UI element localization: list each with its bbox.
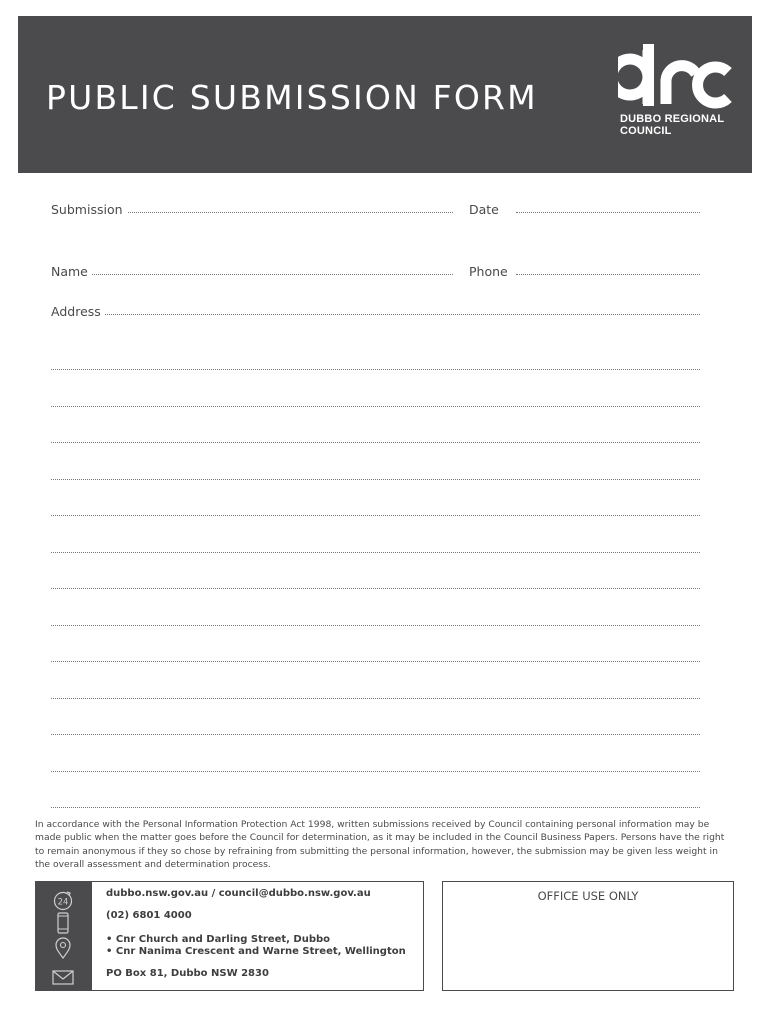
logo-line-1: DUBBO REGIONAL — [620, 113, 725, 125]
submission-blank-line[interactable] — [51, 442, 700, 443]
office-use-box — [442, 881, 734, 991]
contact-po-box: PO Box 81, Dubbo NSW 2830 — [106, 968, 269, 979]
submission-blank-line[interactable] — [51, 552, 700, 553]
date-label: Date — [469, 202, 499, 217]
contact-address-dubbo: • Cnr Church and Darling Street, Dubbo — [106, 934, 331, 945]
contact-address-wellington: • Cnr Nanima Crescent and Warne Street, Wellington — [106, 946, 406, 957]
24-hour-badge-text: 24 — [57, 897, 69, 908]
submission-blank-line[interactable] — [51, 515, 700, 516]
logo-wordmark — [620, 113, 724, 137]
submission-blank-line[interactable] — [51, 698, 700, 699]
submission-blank-line[interactable] — [51, 625, 700, 626]
name-label: Name — [51, 264, 88, 279]
date-field[interactable] — [516, 212, 700, 213]
envelope-icon — [50, 966, 76, 988]
header-banner — [18, 16, 752, 173]
contact-icon-column — [36, 882, 92, 990]
submission-label: Submission — [51, 202, 123, 217]
office-use-label: OFFICE USE ONLY — [537, 889, 639, 903]
logo-line-2: COUNCIL — [620, 125, 672, 137]
name-field[interactable] — [92, 274, 453, 275]
page-title: PUBLIC SUBMISSION FORM — [46, 78, 538, 117]
address-label: Address — [51, 304, 101, 319]
submission-blank-line[interactable] — [51, 479, 700, 480]
submission-blank-line[interactable] — [51, 807, 700, 808]
contact-web-email[interactable]: dubbo.nsw.gov.au / council@dubbo.nsw.gov.au — [106, 888, 371, 899]
location-pin-icon — [50, 937, 76, 959]
submission-field[interactable] — [128, 212, 453, 213]
submission-blank-line[interactable] — [51, 588, 700, 589]
submission-blank-line[interactable] — [51, 771, 700, 772]
submission-blank-line[interactable] — [51, 734, 700, 735]
phone-field[interactable] — [516, 274, 700, 275]
submission-blank-line[interactable] — [51, 369, 700, 370]
privacy-notice: In accordance with the Personal Information Protection Act 1998, written submissions received by Council containing personal information may be made public when the matter goes before the Council for determination, as it may be included in the Council Business Papers. Persons have the right to remain anonymous if they so chose by refraining from submitting the personal information, however, the submission may be given less weight in the overall assessment and determination process. — [35, 819, 725, 871]
contact-phone: (02) 6801 4000 — [106, 910, 192, 921]
mobile-phone-icon — [50, 912, 76, 934]
address-field[interactable] — [105, 314, 700, 315]
council-logo-icon — [618, 42, 738, 122]
submission-blank-line[interactable] — [51, 661, 700, 662]
24-hour-icon — [50, 890, 76, 912]
phone-label: Phone — [469, 264, 508, 279]
contact-box — [35, 881, 424, 991]
submission-blank-line[interactable] — [51, 406, 700, 407]
